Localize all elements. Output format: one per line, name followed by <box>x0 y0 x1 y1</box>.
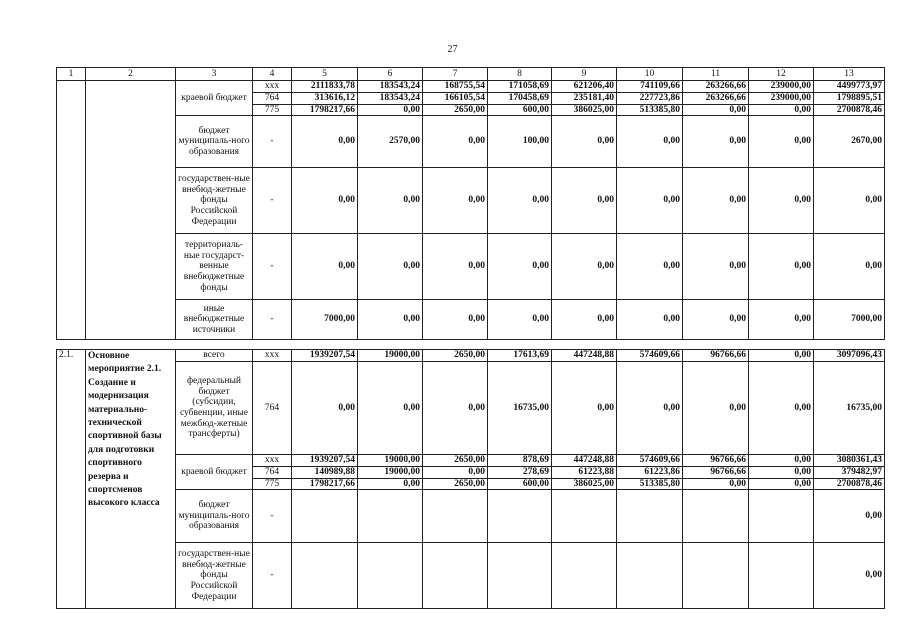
value-cell <box>617 543 683 609</box>
value-cell <box>358 543 423 609</box>
table-row <box>57 104 885 116</box>
value-cell: 96766,66 <box>683 455 749 467</box>
value-cell: 379482,97 <box>814 467 885 479</box>
value-cell: 0,00 <box>749 116 814 168</box>
value-cell <box>488 543 552 609</box>
value-cell: 2650,00 <box>423 455 488 467</box>
value-cell: 513385,80 <box>617 104 683 116</box>
table-row <box>57 467 885 479</box>
row-number-cell <box>57 81 86 340</box>
code-cell: 764 <box>253 92 292 104</box>
column-header: 2 <box>86 68 176 81</box>
funding-source-cell: иные внебюджетные источники <box>176 300 253 340</box>
column-header: 13 <box>814 68 885 81</box>
value-cell: 0,00 <box>749 234 814 300</box>
value-cell: 0,00 <box>552 362 617 455</box>
table-row <box>57 455 885 467</box>
value-cell: 0,00 <box>358 300 423 340</box>
value-cell <box>683 490 749 543</box>
funding-source-cell: бюджет муниципаль-ного образования <box>176 116 253 168</box>
value-cell: 0,00 <box>617 116 683 168</box>
value-cell: 2700878,46 <box>814 478 885 490</box>
value-cell: 0,00 <box>683 168 749 234</box>
funding-source-cell: краевой бюджет <box>176 92 253 104</box>
value-cell: 0,00 <box>552 234 617 300</box>
value-cell: 0,00 <box>617 362 683 455</box>
value-cell: 574609,66 <box>617 455 683 467</box>
value-cell: 239000,00 <box>749 81 814 93</box>
value-cell: 7000,00 <box>292 300 358 340</box>
value-cell: 3080361,43 <box>814 455 885 467</box>
value-cell: 61223,86 <box>617 467 683 479</box>
value-cell: 574609,66 <box>617 350 683 362</box>
table-row <box>57 490 885 543</box>
value-cell: 0,00 <box>488 234 552 300</box>
value-cell: 0,00 <box>552 116 617 168</box>
value-cell: 0,00 <box>292 116 358 168</box>
value-cell: 0,00 <box>617 234 683 300</box>
value-cell: 96766,66 <box>683 467 749 479</box>
value-cell: 0,00 <box>358 234 423 300</box>
table-row <box>57 362 885 455</box>
value-cell: 0,00 <box>358 168 423 234</box>
table-row <box>57 543 885 609</box>
value-cell <box>683 543 749 609</box>
value-cell: 1798217,66 <box>292 478 358 490</box>
column-header: 4 <box>253 68 292 81</box>
code-cell: ххх <box>253 81 292 93</box>
value-cell: 0,00 <box>749 350 814 362</box>
value-cell: 0,00 <box>683 478 749 490</box>
value-cell: 19000,00 <box>358 350 423 362</box>
value-cell: 16735,00 <box>814 362 885 455</box>
code-cell: ххх <box>253 350 292 362</box>
value-cell: 0,00 <box>423 467 488 479</box>
column-header: 8 <box>488 68 552 81</box>
value-cell: 2650,00 <box>423 104 488 116</box>
value-cell: 386025,00 <box>552 478 617 490</box>
value-cell: 0,00 <box>552 300 617 340</box>
value-cell: 171058,69 <box>488 81 552 93</box>
value-cell: 0,00 <box>292 234 358 300</box>
value-cell: 263266,66 <box>683 81 749 93</box>
value-cell: 0,00 <box>423 168 488 234</box>
code-cell: 764 <box>253 362 292 455</box>
value-cell: 0,00 <box>749 362 814 455</box>
code-cell: - <box>253 490 292 543</box>
table-row <box>57 81 885 93</box>
measure-title-cell: Основное мероприятие 2.1. Создание и модернизация материально-технической спортивной базы для подготовки спортивного резерва и спортсменов высокого класса <box>86 350 176 609</box>
value-cell: 4499773,97 <box>814 81 885 93</box>
value-cell: 2570,00 <box>358 116 423 168</box>
funding-source-cell: всего <box>176 350 253 362</box>
funding-source-cell: краевой бюджет <box>176 467 253 479</box>
value-cell: 239000,00 <box>749 92 814 104</box>
value-cell: 7000,00 <box>814 300 885 340</box>
value-cell <box>423 543 488 609</box>
code-cell: 775 <box>253 478 292 490</box>
value-cell: 447248,88 <box>552 350 617 362</box>
value-cell: 278,69 <box>488 467 552 479</box>
code-cell: - <box>253 234 292 300</box>
code-cell: ххх <box>253 455 292 467</box>
value-cell: 741109,66 <box>617 81 683 93</box>
value-cell: 0,00 <box>617 168 683 234</box>
value-cell: 0,00 <box>749 300 814 340</box>
value-cell <box>552 543 617 609</box>
value-cell: 3097096,43 <box>814 350 885 362</box>
value-cell: 313616,12 <box>292 92 358 104</box>
value-cell: 0,00 <box>749 168 814 234</box>
value-cell: 513385,80 <box>617 478 683 490</box>
column-header: 12 <box>749 68 814 81</box>
value-cell: 0,00 <box>617 300 683 340</box>
funding-source-cell: государствен-ные внебюд-жетные фонды Российской Федерации <box>176 543 253 609</box>
funding-source-cell <box>176 104 253 116</box>
value-cell: 0,00 <box>814 234 885 300</box>
value-cell: 1798895,51 <box>814 92 885 104</box>
value-cell <box>488 490 552 543</box>
value-cell: 166105,54 <box>423 92 488 104</box>
value-cell: 17613,69 <box>488 350 552 362</box>
column-header: 9 <box>552 68 617 81</box>
value-cell: 0,00 <box>423 116 488 168</box>
value-cell: 2700878,46 <box>814 104 885 116</box>
code-cell: - <box>253 116 292 168</box>
table-row <box>57 92 885 104</box>
value-cell: 19000,00 <box>358 455 423 467</box>
value-cell: 386025,00 <box>552 104 617 116</box>
value-cell: 600,00 <box>488 104 552 116</box>
value-cell: 170458,69 <box>488 92 552 104</box>
funding-source-cell: бюджет муниципаль-ного образования <box>176 490 253 543</box>
value-cell: 168755,54 <box>423 81 488 93</box>
value-cell: 0,00 <box>683 300 749 340</box>
value-cell: 0,00 <box>814 168 885 234</box>
table-row <box>57 300 885 340</box>
value-cell: 0,00 <box>358 478 423 490</box>
value-cell: 183543,24 <box>358 92 423 104</box>
value-cell: 1798217,66 <box>292 104 358 116</box>
table-row <box>57 350 885 362</box>
value-cell: 0,00 <box>683 104 749 116</box>
value-cell <box>423 490 488 543</box>
table-row <box>57 116 885 168</box>
funding-source-cell <box>176 478 253 490</box>
value-cell: 0,00 <box>552 168 617 234</box>
column-header: 1 <box>57 68 86 81</box>
funding-source-cell <box>176 455 253 467</box>
value-cell: 0,00 <box>292 362 358 455</box>
value-cell: 0,00 <box>358 104 423 116</box>
value-cell: 227723,86 <box>617 92 683 104</box>
code-cell: - <box>253 168 292 234</box>
value-cell: 1939207,54 <box>292 350 358 362</box>
value-cell: 16735,00 <box>488 362 552 455</box>
value-cell: 621206,40 <box>552 81 617 93</box>
value-cell <box>617 490 683 543</box>
value-cell: 2670,00 <box>814 116 885 168</box>
value-cell: 600,00 <box>488 478 552 490</box>
value-cell <box>749 490 814 543</box>
measure-title-cell <box>86 81 176 340</box>
value-cell: 0,00 <box>358 362 423 455</box>
value-cell: 0,00 <box>488 300 552 340</box>
value-cell: 263266,66 <box>683 92 749 104</box>
value-cell: 0,00 <box>683 234 749 300</box>
funding-source-cell: территориаль-ные государст-венные внебюджетные фонды <box>176 234 253 300</box>
funding-source-cell: федеральный бюджет (субсидии, субвенции, иные межбюд-жетные трансферты) <box>176 362 253 455</box>
value-cell <box>749 543 814 609</box>
value-cell: 2111833,78 <box>292 81 358 93</box>
value-cell <box>292 543 358 609</box>
value-cell: 96766,66 <box>683 350 749 362</box>
value-cell: 0,00 <box>749 467 814 479</box>
value-cell: 100,00 <box>488 116 552 168</box>
budget-table-measure-2-1 <box>56 349 885 609</box>
value-cell: 0,00 <box>488 168 552 234</box>
value-cell: 0,00 <box>292 168 358 234</box>
value-cell: 1939207,54 <box>292 455 358 467</box>
value-cell: 0,00 <box>683 116 749 168</box>
value-cell: 0,00 <box>423 362 488 455</box>
table-row <box>57 478 885 490</box>
funding-source-cell: государствен-ные внебюд-жетные фонды Российской Федерации <box>176 168 253 234</box>
code-cell: - <box>253 300 292 340</box>
column-number-header-row <box>57 68 885 81</box>
value-cell: 0,00 <box>814 543 885 609</box>
budget-table <box>56 67 885 340</box>
value-cell: 61223,88 <box>552 467 617 479</box>
value-cell <box>552 490 617 543</box>
value-cell: 0,00 <box>749 478 814 490</box>
table-row <box>57 234 885 300</box>
value-cell <box>292 490 358 543</box>
value-cell: 0,00 <box>683 362 749 455</box>
column-header: 6 <box>358 68 423 81</box>
value-cell: 0,00 <box>423 300 488 340</box>
column-header: 11 <box>683 68 749 81</box>
column-header: 10 <box>617 68 683 81</box>
table-row <box>57 168 885 234</box>
value-cell: 2650,00 <box>423 350 488 362</box>
value-cell: 183543,24 <box>358 81 423 93</box>
value-cell: 0,00 <box>423 234 488 300</box>
value-cell: 235181,40 <box>552 92 617 104</box>
value-cell: 0,00 <box>749 104 814 116</box>
value-cell: 19000,00 <box>358 467 423 479</box>
column-header: 3 <box>176 68 253 81</box>
funding-source-cell <box>176 81 253 93</box>
value-cell: 140989,88 <box>292 467 358 479</box>
code-cell: 764 <box>253 467 292 479</box>
value-cell: 2650,00 <box>423 478 488 490</box>
value-cell <box>358 490 423 543</box>
value-cell: 0,00 <box>749 455 814 467</box>
column-header: 5 <box>292 68 358 81</box>
code-cell: 775 <box>253 104 292 116</box>
value-cell: 447248,88 <box>552 455 617 467</box>
column-header: 7 <box>423 68 488 81</box>
code-cell: - <box>253 543 292 609</box>
row-number-cell: 2.1. <box>57 350 86 609</box>
value-cell: 878,69 <box>488 455 552 467</box>
value-cell: 0,00 <box>814 490 885 543</box>
page-number: 27 <box>447 44 458 55</box>
